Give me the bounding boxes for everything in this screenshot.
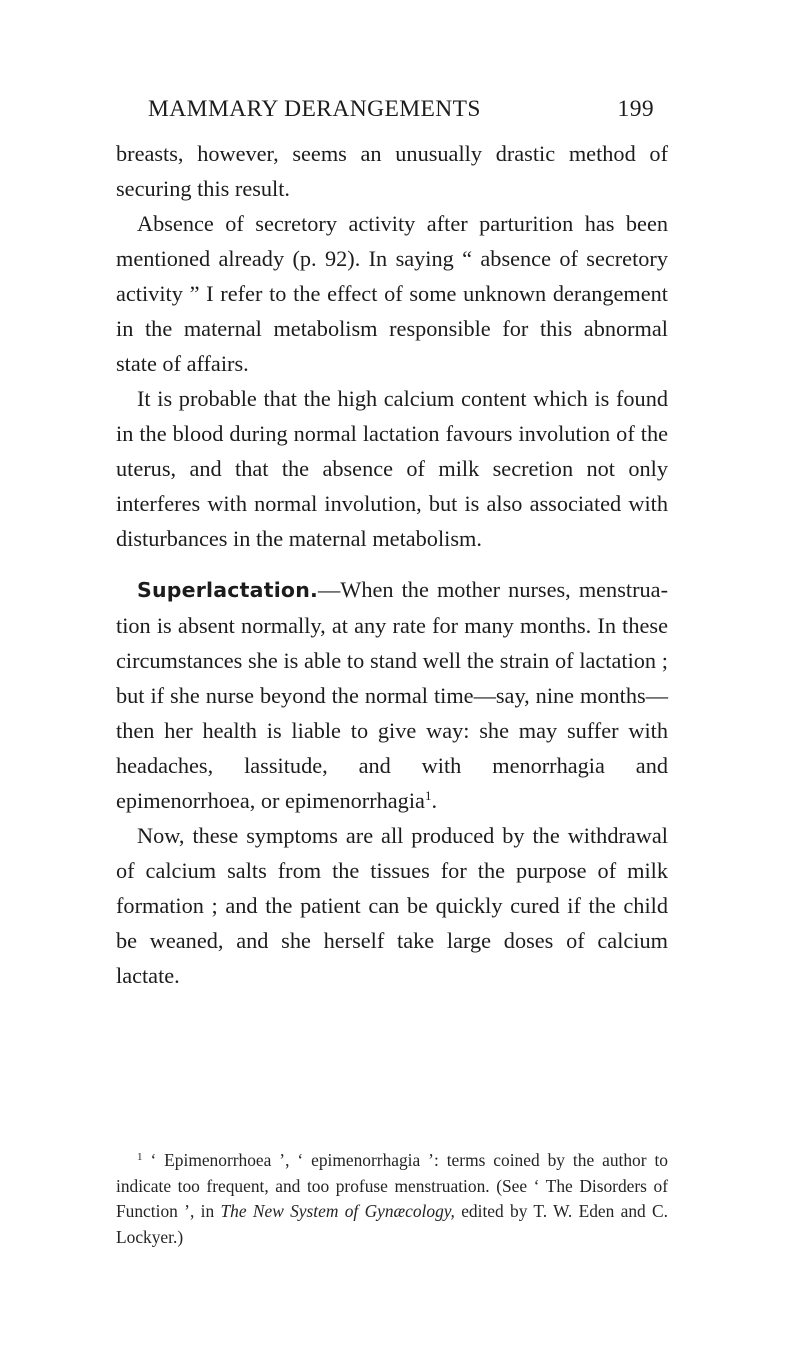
footnote-text-a: ‘ Epimenorrhoea ’, ‘ epimenorrhagia ’: terms coined by the author to indicate too frequent, and too profuse menstruation. (See ‘ The Disorders of Function ’, in [116,1150,668,1222]
running-head-title: MAMMARY DERANGEMENTS [148,96,481,122]
paragraph-calcium-content: It is probable that the high calcium content which is found in the blood during normal lactation favours involution of the uterus, and that the absence of milk secretion not only interferes with normal involution, but is also associated with disturbances in the maternal metabolism. [116,386,668,551]
superlactation-text: —When the mother nurses, menstruation is absent normally, at any rate for many months. In these circumstances she is able to stand well the strain of lactation ; but if she nurse beyond the normal time—say, nine months—then her health is liable to give way: she may suffer with headaches, lassitude, and with menorrhagia and epimenorrhoea, or epimenorrhagia [116,577,668,813]
page-number: 199 [617,96,654,122]
footnote-book-title: The New System of Gynæcology, [220,1201,455,1222]
running-head [148,96,654,130]
footnote-reference: 1 [424,788,432,803]
paragraph-superlactation [116,572,668,818]
footnote [116,1148,668,1250]
section-heading-superlactation: Superlactation. [137,578,318,602]
paragraph-secretory-absence: Absence of secretory activity after parturition has been mentioned already (p. 92). In saying “ absence of secretory activity ” I refer to the effect of some unknown derangement in the maternal metabolism responsible for this abnormal state of affairs. [116,211,668,376]
paragraph-continuation: breasts, however, seems an unusually drastic method of securing this result. [116,141,668,201]
superlactation-end: . [431,788,438,813]
body-text [116,136,668,993]
footnote-mark: 1 [137,1151,143,1163]
footnote-text-b: edited by T. W. Eden and C. Lockyer.) [116,1201,669,1247]
paragraph-calcium-withdrawal: Now, these symptoms are all produced by the withdrawal of calcium salts from the tissues for the purpose of milk formation ; and the patient can be quickly cured if the child be weaned, and she herself take large doses of calcium lactate. [116,823,668,988]
